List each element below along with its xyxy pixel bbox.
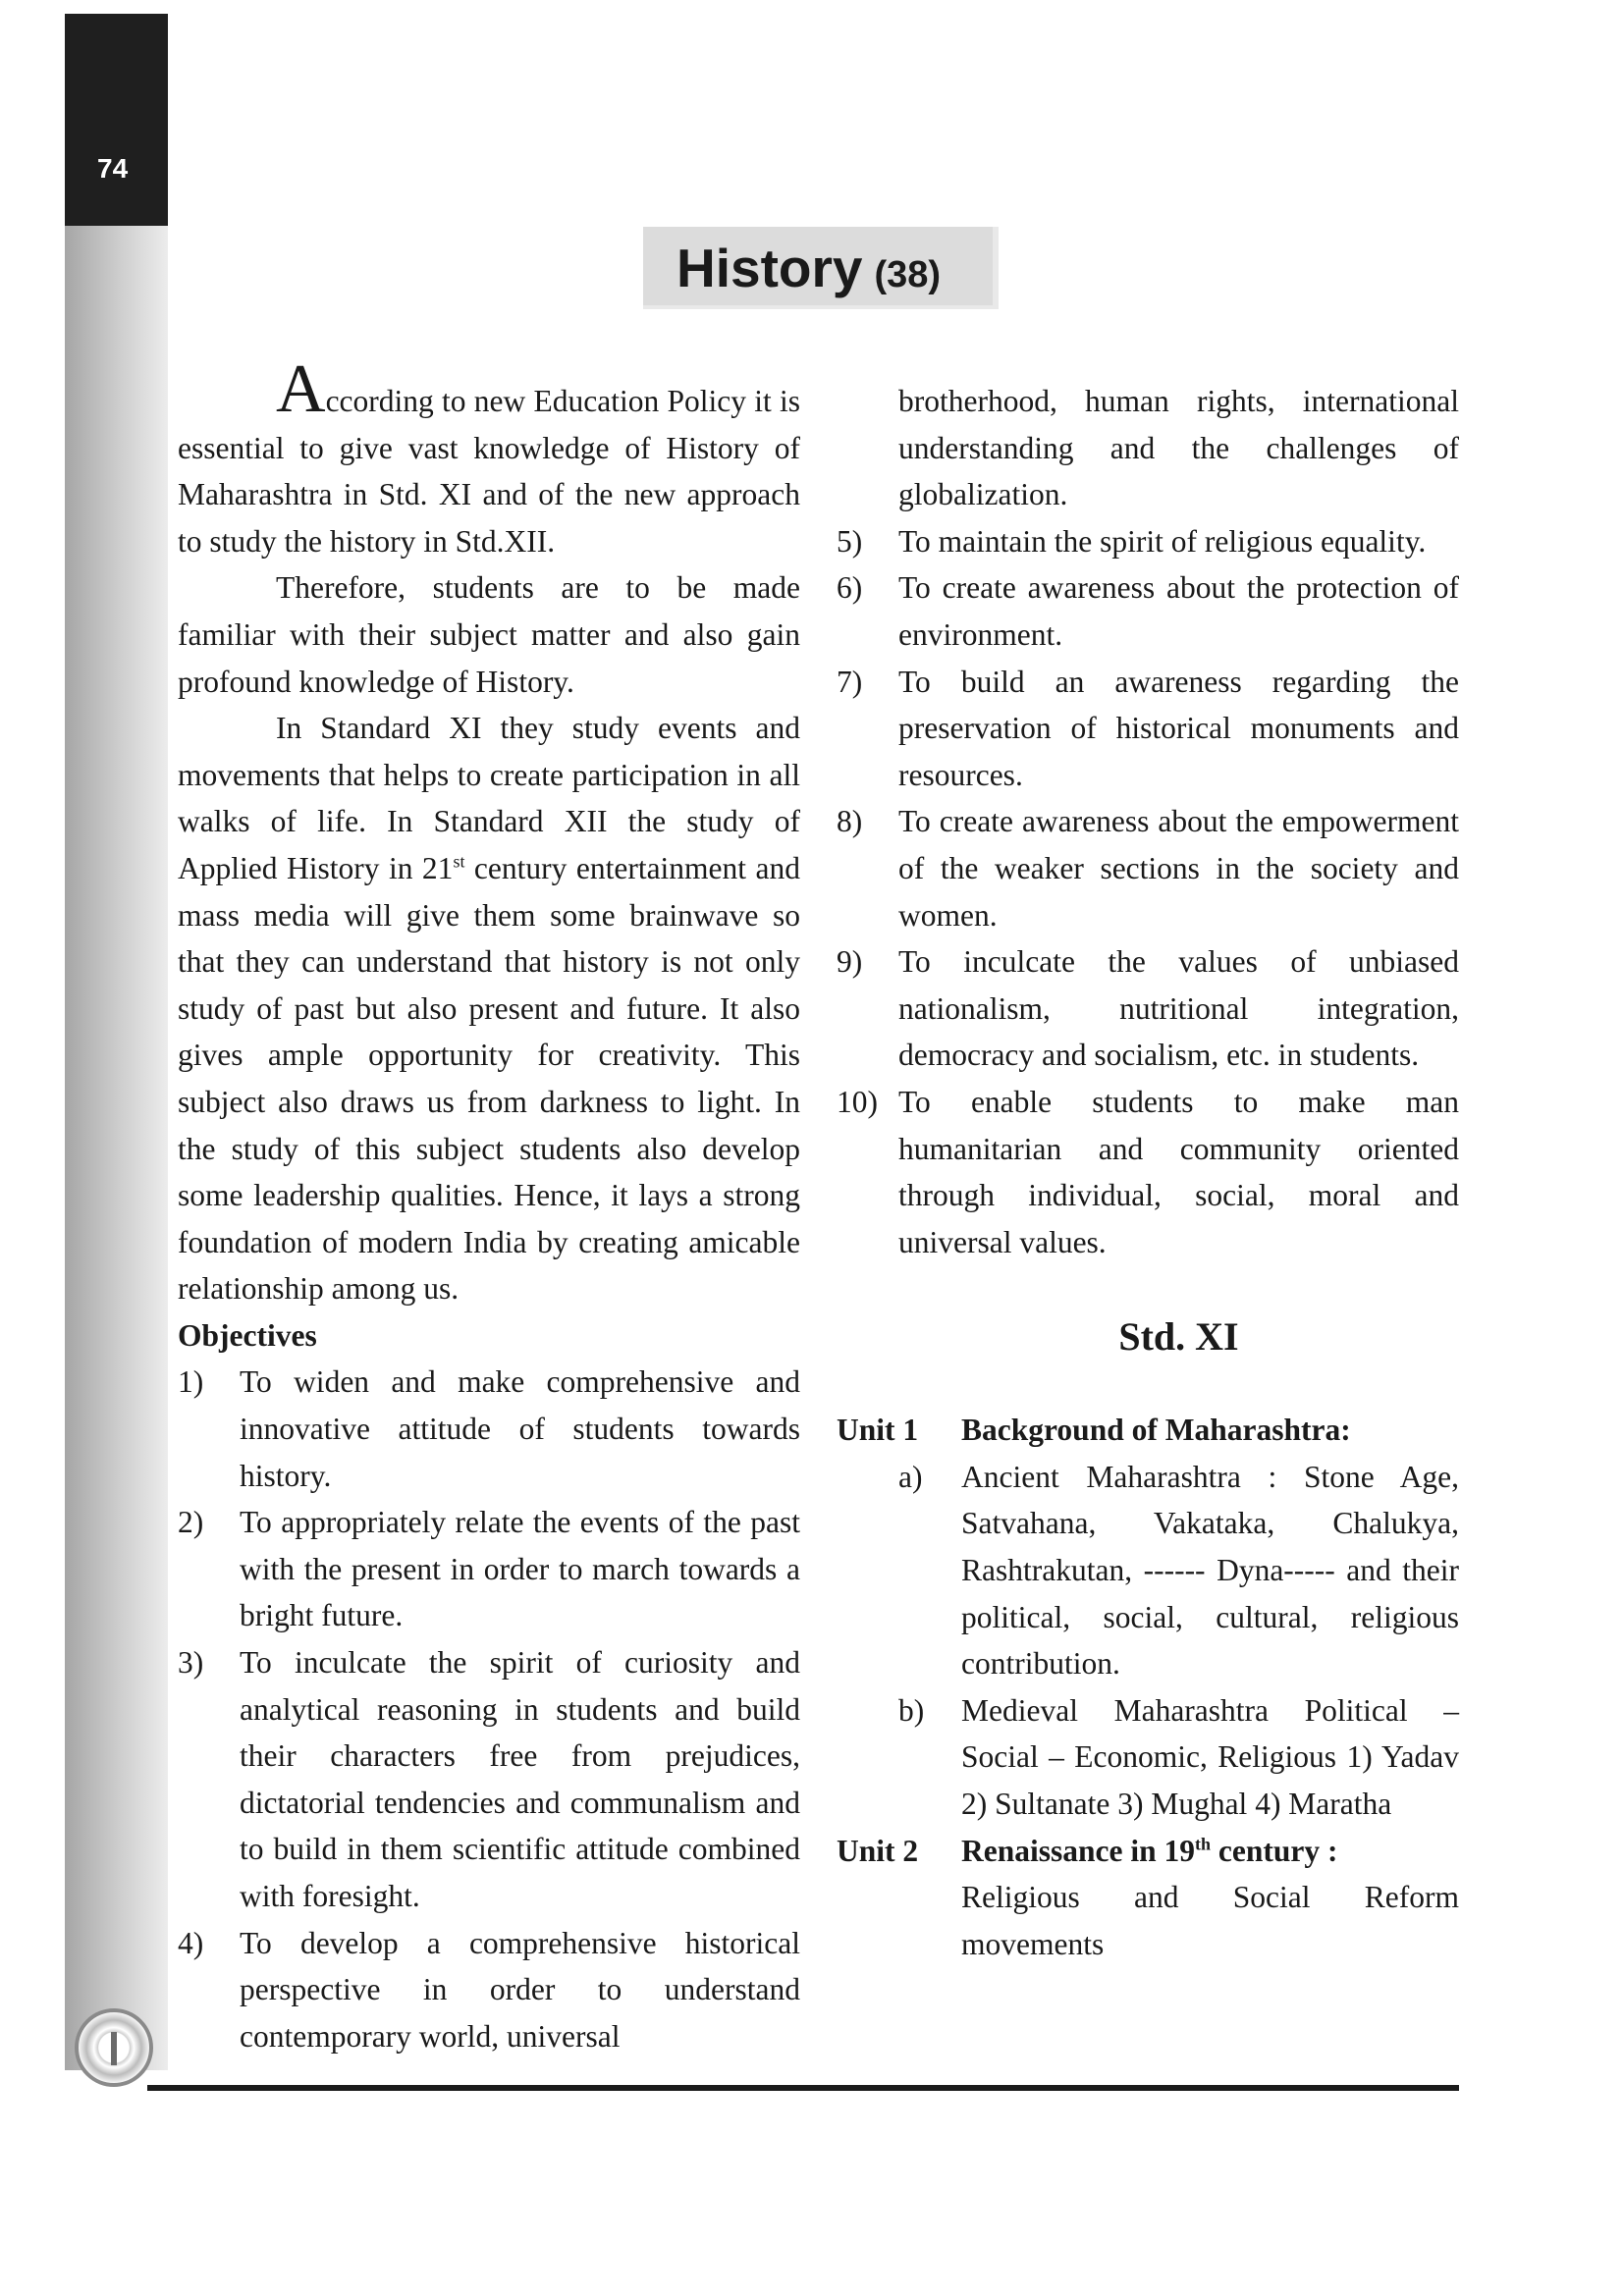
list-item: 3) To inculcate the spirit of curiosity and analytical reasoning in students and build their characters free from prejudices, dictatorial tendencies and communalism and to build in them scientific attitude combined with foresight. [178, 1645, 800, 1913]
list-item: 10) To enable students to make man humanitarian and community oriented through individual, social, moral and universal values. [837, 1084, 1459, 1259]
unit-1-sub-a: a) Ancient Maharashtra : Stone Age, Satvahana, Vakataka, Chalukya, Rashtrakutan, ------ Dyna----- and their political, social, cultural, religious contribution. [898, 1459, 1459, 1682]
list-item: 4) To develop a comprehensive historical perspective in order to understand contemporary world, universal [178, 1925, 800, 2054]
unit-title: Renaissance in 19th century : [961, 1833, 1338, 1868]
unit-2 [837, 1828, 1459, 1875]
side-strip [65, 14, 168, 2070]
list-item: 9) To inculcate the values of unbiased nationalism, nutritional integration, democracy and socialism, etc. in students. [837, 944, 1459, 1073]
objectives-heading: Objectives [178, 1317, 317, 1353]
intro-paragraph-2: Therefore, students are to be made familiar with their subject matter and also gain profound knowledge of History. [178, 570, 800, 699]
right-column [837, 378, 1459, 1967]
objectives-list-left [178, 1359, 800, 2059]
emblem-icon [75, 2008, 153, 2087]
objective-4-continued: brotherhood, human rights, international understanding and the challenges of globalization. [898, 384, 1459, 512]
unit-1-sub-b: b) Medieval Maharashtra Political – Social – Economic, Religious 1) Yadav 2) Sultanate 3) Mughal 4) Maratha [898, 1692, 1459, 1822]
objectives-list-right [837, 518, 1459, 1266]
page-number: 74 [97, 153, 129, 184]
left-column [178, 351, 800, 2059]
intro-paragraph-3: In Standard XI they study events and movements that helps to create participation in all walks of life. In Standard XII the study of Applied History in 21st century entertainment and mass media will give them some brainwave so that they can understand that history is not only study of past but also present and future. It also gives ample opportunity for creativity. This subject also draws us from darkness to light. In the study of this subject students also develop some leadership qualities. Hence, it lays a strong foundation of modern India by creating amicable relationship among us. [178, 711, 800, 1307]
intro-paragraph-1: According to new Education Policy it is essential to give vast knowledge of History of Maharashtra in Std. XI and of the new approach to study the history in Std.XII. [178, 351, 800, 559]
title-count: (38) [874, 254, 942, 295]
unit-2-body: Religious and Social Reform movements [961, 1880, 1459, 1961]
title-subject: History [676, 238, 863, 298]
unit-label: Unit 1 [837, 1413, 919, 1448]
list-item: 2) To appropriately relate the events of the past with the present in order to march towards a bright future. [178, 1505, 800, 1633]
drop-cap: A [276, 351, 326, 427]
list-item: 1) To widen and make comprehensive and innovative attitude of students towards history. [178, 1364, 800, 1493]
footer-rule [147, 2085, 1459, 2091]
list-item: 5) To maintain the spirit of religious equality. [837, 523, 1427, 559]
list-item: 6) To create awareness about the protection of environment. [837, 570, 1459, 652]
unit-1 [837, 1407, 1459, 1454]
list-item: 8) To create awareness about the empowerment of the weaker sections in the society and women. [837, 804, 1459, 933]
list-item: 7) To build an awareness regarding the preservation of historical monuments and resources. [837, 664, 1459, 792]
unit-title: Background of Maharashtra: [961, 1413, 1351, 1448]
unit-label: Unit 2 [837, 1833, 919, 1868]
std-heading: Std. XI [1118, 1314, 1239, 1360]
page-title [643, 227, 999, 309]
page-number-box [65, 14, 168, 226]
